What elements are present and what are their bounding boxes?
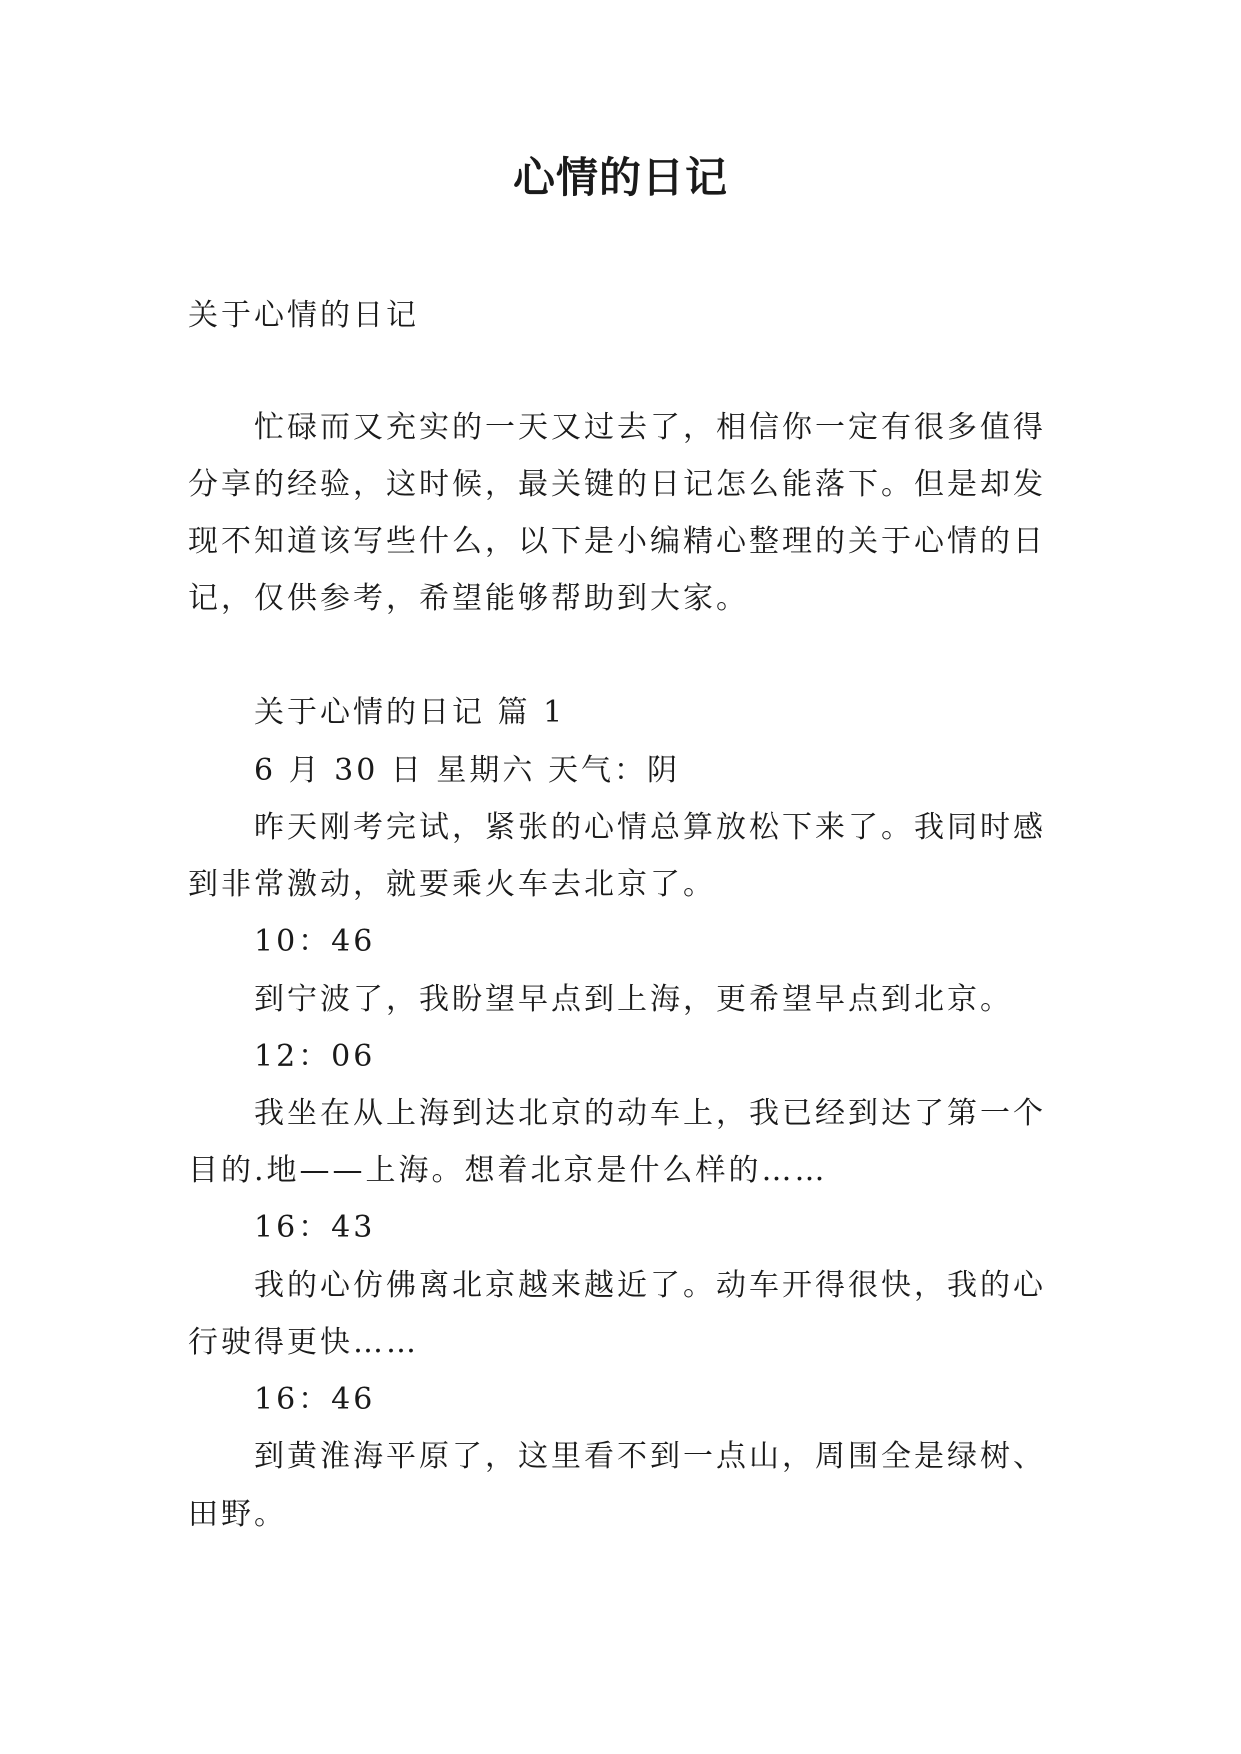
timestamp: 10：46	[254, 924, 376, 959]
section-heading: 关于心情的日记 篇 1	[254, 695, 566, 730]
subtitle: 关于心情的日记	[188, 298, 419, 333]
entry-line: 到非常激动，就要乘火车去北京了。	[188, 867, 716, 902]
timestamp: 12：06	[254, 1039, 376, 1074]
document-title: 心情的日记	[512, 153, 728, 202]
entry-line: 到宁波了，我盼望早点到上海，更希望早点到北京。	[254, 982, 1013, 1017]
intro-line: 记，仅供参考，希望能够帮助到大家。	[188, 581, 749, 616]
entry-line: 昨天刚考完试，紧张的心情总算放松下来了。我同时感	[254, 810, 1046, 845]
entry-line: 田野。	[188, 1497, 287, 1532]
intro-line: 分享的经验，这时候，最关键的日记怎么能落下。但是却发	[188, 467, 1046, 502]
entry-line: 我的心仿佛离北京越来越近了。动车开得很快，我的心	[254, 1268, 1046, 1303]
entry-line: 我坐在从上海到达北京的动车上，我已经到达了第一个	[254, 1096, 1046, 1131]
timestamp: 16：46	[254, 1382, 376, 1417]
intro-line: 现不知道该写些什么，以下是小编精心整理的关于心情的日	[188, 524, 1046, 559]
entry-line: 行驶得更快……	[188, 1325, 419, 1360]
date-line: 6 月 30 日 星期六 天气：阴	[254, 753, 680, 788]
entry-line: 目的.地——上海。想着北京是什么样的……	[188, 1153, 828, 1188]
intro-line: 忙碌而又充实的一天又过去了，相信你一定有很多值得	[254, 410, 1046, 445]
entry-line: 到黄淮海平原了，这里看不到一点山，周围全是绿树、	[254, 1439, 1046, 1474]
timestamp: 16：43	[254, 1210, 376, 1245]
